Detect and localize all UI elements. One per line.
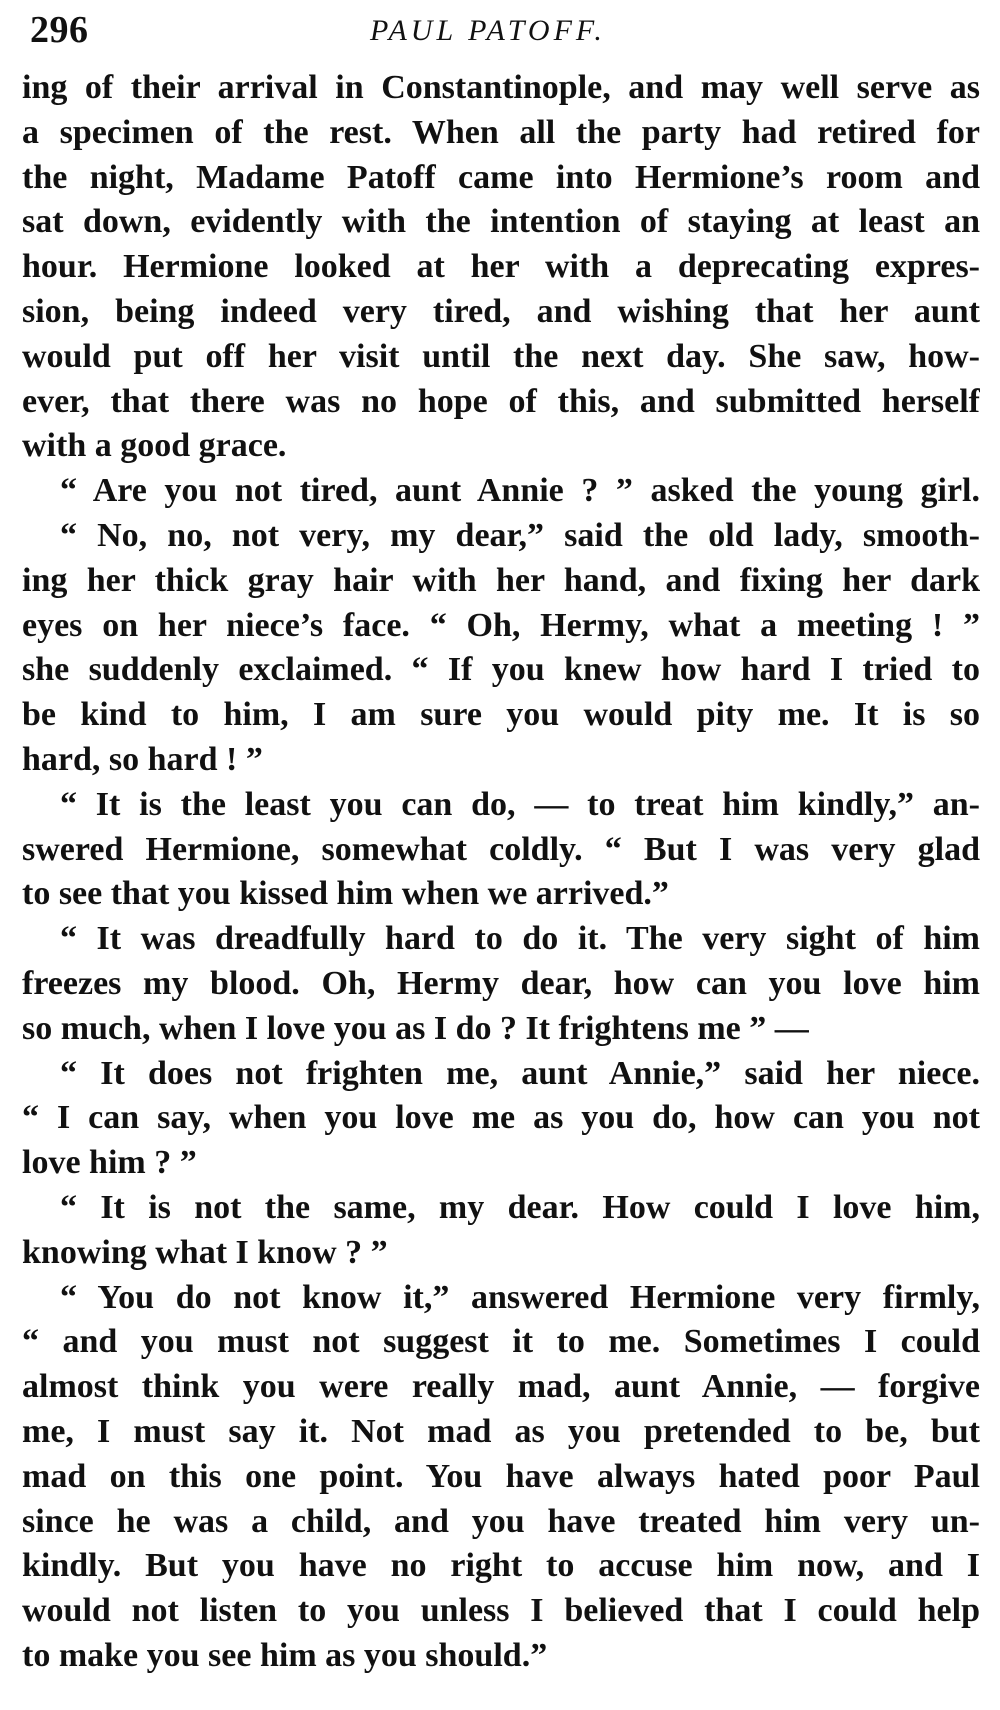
text-line: a specimen of the rest. When all the party had retired for (22, 113, 980, 151)
text-line: kindly. But you have no right to accuse him now, and I (22, 1547, 980, 1585)
text-line: ever, that there was no hope of this, and submitted herself (22, 382, 980, 420)
text-line: “ and you must not suggest it to me. Sometimes I could (22, 1323, 980, 1361)
text-line: to make you see him as you should.” (22, 1636, 548, 1674)
text-line: “ You do not know it,” answered Hermione very firmly, (60, 1278, 980, 1316)
text-line: “ It does not frighten me, aunt Annie,” said her niece. (60, 1054, 980, 1092)
text-line: would put off her visit until the next day. She saw, how- (22, 337, 980, 375)
text-line: ing of their arrival in Constantinople, and may well serve as (22, 69, 980, 106)
text-line: sion, being indeed very tired, and wishing that her aunt (22, 292, 980, 330)
text-line: sat down, evidently with the intention of staying at least an (22, 203, 980, 241)
text-line: knowing what I know ? ” (22, 1233, 388, 1271)
page-number: 296 (30, 9, 89, 51)
text-line: “ I can say, when you love me as you do, how can you not (22, 1099, 980, 1137)
text-line: “ It was dreadfully hard to do it. The very sight of him (60, 920, 980, 958)
text-line: swered Hermione, somewhat coldly. “ But I was very glad (22, 830, 980, 868)
text-line: would not listen to you unless I believed that I could help (22, 1592, 980, 1630)
text-line: to see that you kissed him when we arrived.” (22, 875, 669, 913)
text-line: with a good grace. (22, 427, 287, 465)
text-line: “ Are you not tired, aunt Annie ? ” asked the young girl. (60, 472, 980, 510)
text-line: almost think you were really mad, aunt Annie, — forgive (22, 1368, 980, 1406)
text-line: hour. Hermione looked at her with a deprecating expres- (22, 248, 980, 286)
text-line: eyes on her niece’s face. “ Oh, Hermy, what a meeting ! ” (22, 606, 980, 644)
text-line: love him ? ” (22, 1144, 197, 1182)
text-line: mad on this one point. You have always hated poor Paul (22, 1457, 980, 1495)
text-line: “ No, no, not very, my dear,” said the old lady, smooth- (60, 516, 980, 554)
text-line: hard, so hard ! ” (22, 740, 263, 778)
text-line: the night, Madame Patoff came into Hermione’s room and (22, 158, 980, 196)
text-line: “ It is the least you can do, — to treat him kindly,” an- (60, 785, 980, 823)
body-text (22, 66, 980, 1679)
text-line: so much, when I love you as I do ? It frightens me ” — (22, 1009, 809, 1047)
text-line: freezes my blood. Oh, Hermy dear, how can you love him (22, 964, 980, 1002)
page-header (30, 8, 980, 68)
text-line: “ It is not the same, my dear. How could I love him, (60, 1188, 980, 1226)
running-head-title: PAUL PATOFF. (370, 14, 606, 47)
text-line: she suddenly exclaimed. “ If you knew how hard I tried to (22, 651, 980, 689)
text-line: since he was a child, and you have treated him very un- (22, 1502, 980, 1540)
text-line: be kind to him, I am sure you would pity me. It is so (22, 696, 980, 734)
text-line: me, I must say it. Not mad as you pretended to be, but (22, 1412, 980, 1450)
text-line: ing her thick gray hair with her hand, and fixing her dark (22, 561, 980, 599)
